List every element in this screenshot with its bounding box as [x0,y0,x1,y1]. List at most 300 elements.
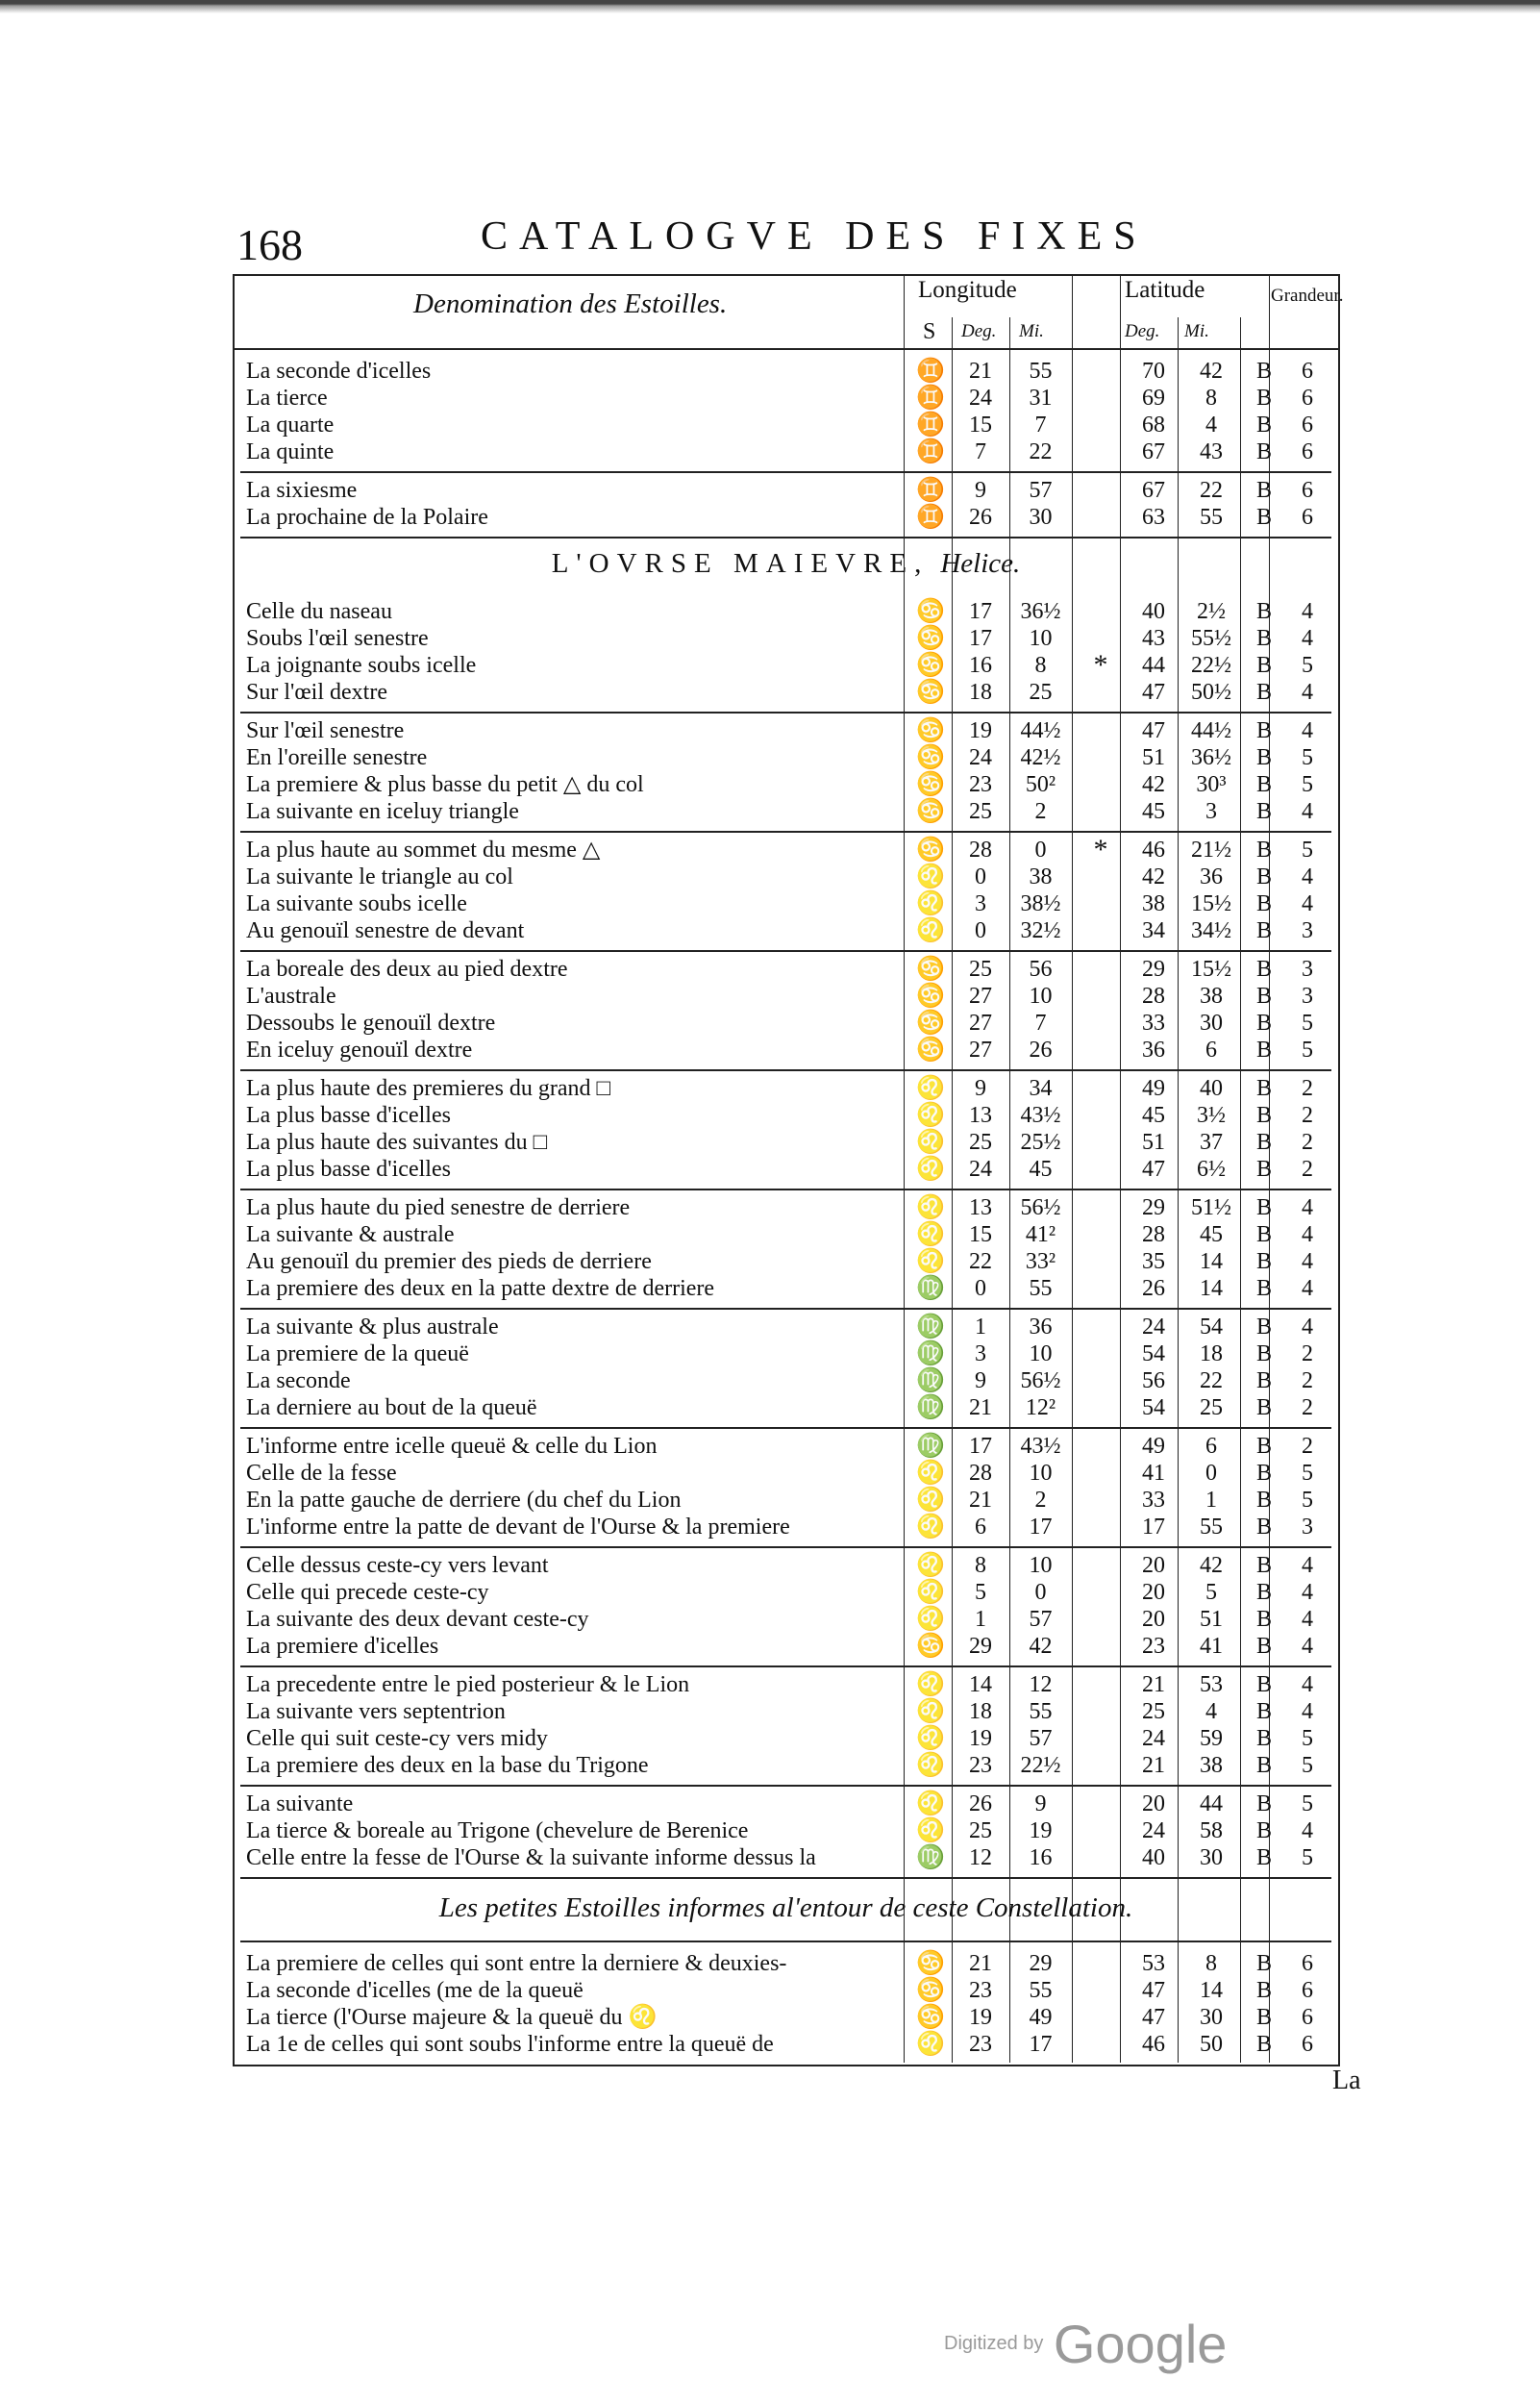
star-td: 21 [1142,1753,1165,1778]
star-ld: 9 [975,478,986,503]
star-tm: 59 [1200,1726,1223,1751]
star-td: 42 [1142,864,1165,889]
star-dir: B [1255,984,1272,1009]
star-tm: 41 [1200,1634,1223,1659]
star-sign: ♊ [916,413,945,438]
star-name: La precedente entre le pied posterieur & le Lion [246,1672,690,1697]
star-name: Celle du naseau [246,599,392,624]
star-sign: ♌ [916,1076,945,1101]
star-mag: 2 [1302,1130,1313,1155]
header-long-deg: Deg. [961,321,997,341]
star-row [240,798,1331,825]
star-mag: 6 [1302,1951,1313,1976]
star-sign: ♋ [916,1038,945,1063]
star-mag: 3 [1302,957,1313,982]
star-tm: 36½ [1191,745,1231,770]
star-name: La plus haute du pied senestre de derriere [246,1195,631,1220]
star-mag: 4 [1302,599,1313,624]
header-bottom-rule [233,348,1338,350]
star-lm: 57 [1029,1607,1053,1632]
watermark-logo: Google [1053,2314,1228,2374]
star-row [240,1275,1331,1302]
star-mag: 4 [1302,626,1313,651]
star-sign: ♌ [916,1130,945,1155]
star-td: 67 [1142,478,1165,503]
star-ld: 21 [969,1488,992,1513]
star-td: 68 [1142,413,1165,438]
star-row [240,771,1331,798]
star-name: La premiere & plus basse du petit △ du col [246,772,644,797]
star-tm: 2½ [1197,599,1226,624]
star-tm: 8 [1205,386,1217,411]
star-dir: B [1255,413,1272,438]
star-ld: 15 [969,413,992,438]
star-sign: ♌ [916,1699,945,1724]
star-dir: B [1255,1634,1272,1659]
star-td: 47 [1142,680,1165,705]
star-row [240,2031,1331,2058]
star-row [240,1725,1331,1752]
star-sign: ♍ [916,1341,945,1366]
star-mag: 4 [1302,680,1313,705]
star-td: 23 [1142,1634,1165,1659]
star-sign: ♍ [916,1368,945,1393]
star-row [240,1606,1331,1633]
star-dir: B [1255,1488,1272,1513]
scan-top-edge [0,0,1540,13]
star-lm: 45 [1029,1157,1053,1182]
star-mag: 5 [1302,1038,1313,1063]
star-mag: 6 [1302,1978,1313,2003]
star-row [240,598,1331,625]
star-mag: 6 [1302,386,1313,411]
star-ld: 21 [969,359,992,384]
star-td: 25 [1142,1699,1165,1724]
group-rule [240,537,1331,538]
star-sign: ♌ [916,1515,945,1540]
star-td: 45 [1142,799,1165,824]
star-tm: 37 [1200,1130,1223,1155]
star-ld: 24 [969,745,992,770]
star-mag: 6 [1302,439,1313,464]
star-lm: 25½ [1020,1130,1061,1155]
star-tm: 55½ [1191,626,1231,651]
header-lat-min: Mi. [1184,321,1209,341]
star-lm: 25 [1029,680,1053,705]
star-ld: 3 [975,1341,986,1366]
header-lat-deg: Deg. [1125,321,1160,341]
star-name: La suivante vers septentrion [246,1699,506,1724]
star-tm: 30 [1200,2005,1223,2030]
star-dir: B [1255,1103,1272,1128]
star-sign: ♌ [916,1461,945,1486]
star-td: 67 [1142,439,1165,464]
star-row [240,412,1331,438]
page-number: 168 [236,220,303,269]
star-td: 24 [1142,1726,1165,1751]
star-name: La boreale des deux au pied dextre [246,957,568,982]
star-dir: B [1255,864,1272,889]
star-row [240,358,1331,385]
star-name: La premiere de celles qui sont entre la derniere & deuxies- [246,1951,787,1976]
header-longitude: Longitude [918,277,1017,303]
star-tm: 34½ [1191,918,1231,943]
star-name: La suivante & australe [246,1222,455,1247]
star-ld: 24 [969,1157,992,1182]
star-ld: 28 [969,1461,992,1486]
star-row [240,1433,1331,1460]
star-sign: ♊ [916,359,945,384]
star-row [240,1514,1331,1540]
star-dir: B [1255,1726,1272,1751]
star-name: Celle de la fesse [246,1461,397,1486]
star-mag: 5 [1302,653,1313,678]
star-ld: 19 [969,2005,992,2030]
star-sign: ♋ [916,957,945,982]
star-row [240,1248,1331,1275]
star-td: 40 [1142,1845,1165,1870]
star-dir: B [1255,745,1272,770]
star-lm: 43½ [1020,1434,1061,1459]
star-mag: 4 [1302,1607,1313,1632]
star-ld: 25 [969,1818,992,1843]
star-lm: 44½ [1020,718,1061,743]
star-tm: 40 [1200,1076,1223,1101]
star-tm: 22 [1200,478,1223,503]
star-name: La suivante & plus australe [246,1315,499,1340]
star-row [240,1221,1331,1248]
star-tm: 0 [1205,1461,1217,1486]
star-mag: 4 [1302,1818,1313,1843]
section-subtitle: Les petites Estoilles informes al'entour de ceste Constellation. [438,1892,1133,1923]
star-dir: B [1255,1753,1272,1778]
star-td: 24 [1142,1818,1165,1843]
star-ld: 13 [969,1103,992,1128]
group-rule [240,831,1331,833]
star-lm: 42½ [1020,745,1061,770]
header-grandeur: Grandeur. [1271,286,1344,306]
star-ld: 23 [969,772,992,797]
star-tm: 4 [1205,413,1217,438]
star-dir: B [1255,1553,1272,1578]
star-name: La plus haute au sommet du mesme △ [246,838,601,863]
star-sign: ♌ [916,1753,945,1778]
star-row [240,717,1331,744]
star-tm: 55 [1200,1515,1223,1540]
star-dir: B [1255,918,1272,943]
star-sign: ♌ [916,1249,945,1274]
star-lm: 12² [1025,1395,1056,1420]
star-td: 20 [1142,1580,1165,1605]
star-td: 46 [1142,2032,1165,2057]
star-dir: B [1255,772,1272,797]
star-mag: 2 [1302,1157,1313,1182]
star-lm: 2 [1034,799,1047,824]
star-name: La sixiesme [246,478,358,503]
star-tm: 30 [1200,1011,1223,1036]
star-lm: 0 [1034,838,1047,863]
star-ld: 9 [975,1368,986,1393]
star-dir: B [1255,1978,1272,2003]
star-dir: B [1255,1341,1272,1366]
star-row [240,1129,1331,1156]
star-sign: ♋ [916,745,945,770]
constellation-title-main: L'OVRSE MAIEVRE, [551,548,930,579]
star-td: 47 [1142,1157,1165,1182]
star-name: La suivante soubs icelle [246,891,467,916]
star-dir: B [1255,1368,1272,1393]
constellation-title-italic: Helice. [940,548,1021,579]
star-mag: 4 [1302,864,1313,889]
group-rule [240,1546,1331,1548]
star-mag: 2 [1302,1103,1313,1128]
star-sign: ♌ [916,2032,945,2057]
star-tm: 14 [1200,1276,1223,1301]
star-ld: 24 [969,386,992,411]
star-td: 20 [1142,1607,1165,1632]
star-ld: 0 [975,1276,986,1301]
star-row [240,744,1331,771]
star-ld: 22 [969,1249,992,1274]
star-dir: B [1255,505,1272,530]
star-ld: 14 [969,1672,992,1697]
star-ld: 25 [969,1130,992,1155]
star-dir: B [1255,1011,1272,1036]
star-tm: 3 [1205,799,1217,824]
star-tm: 36 [1200,864,1223,889]
star-name: La tierce (l'Ourse majeure & la queuë du ♌ [246,2005,658,2030]
star-lm: 22½ [1020,1753,1061,1778]
star-name: Soubs l'œil senestre [246,626,429,651]
star-td: 70 [1142,359,1165,384]
star-lm: 17 [1029,2032,1053,2057]
star-name: L'australe [246,984,336,1009]
star-name: La plus haute des premieres du grand □ [246,1076,611,1101]
star-tm: 18 [1200,1341,1223,1366]
star-tm: 15½ [1191,957,1231,982]
star-row [240,1633,1331,1660]
star-sign: ♌ [916,1607,945,1632]
star-row [240,1394,1331,1421]
star-row [240,1340,1331,1367]
star-name: La tierce & boreale au Trigone (chevelure de Berenice [246,1818,749,1843]
star-sign: ♌ [916,1791,945,1816]
star-row [240,1367,1331,1394]
star-dir: B [1255,1195,1272,1220]
star-ld: 7 [975,439,986,464]
star-name: Sur l'œil dextre [246,680,387,705]
star-sign: ♋ [916,838,945,863]
star-sign: ♋ [916,984,945,1009]
star-tm: 42 [1200,1553,1223,1578]
star-row [240,956,1331,983]
star-dir: B [1255,799,1272,824]
star-name: La tierce [246,386,328,411]
star-tm: 8 [1205,1951,1217,1976]
star-name: La premiere des deux en la base du Trigone [246,1753,649,1778]
star-lm: 41² [1025,1222,1056,1247]
star-dir: B [1255,1395,1272,1420]
star-sign: ♊ [916,386,945,411]
star-name: La plus haute des suivantes du □ [246,1130,548,1155]
star-row [240,477,1331,504]
star-mag: 4 [1302,1634,1313,1659]
star-td: 49 [1142,1434,1165,1459]
star-mag: 4 [1302,799,1313,824]
star-sign: ♍ [916,1434,945,1459]
star-mag: 2 [1302,1395,1313,1420]
star-sign: ♋ [916,653,945,678]
star-lm: 56½ [1020,1195,1061,1220]
star-row [240,679,1331,706]
star-ld: 23 [969,1753,992,1778]
header-latitude: Latitude [1125,277,1205,303]
star-td: 28 [1142,1222,1165,1247]
star-name: La suivante en iceluy triangle [246,799,519,824]
star-lm: 9 [1034,1791,1047,1816]
star-ld: 1 [975,1607,986,1632]
star-ld: 27 [969,984,992,1009]
star-tm: 30³ [1196,772,1227,797]
star-dir: B [1255,1249,1272,1274]
star-name: Dessoubs le genouïl dextre [246,1011,496,1036]
star-row [240,385,1331,412]
star-dir: B [1255,1076,1272,1101]
star-row [240,1010,1331,1037]
star-tm: 38 [1200,1753,1223,1778]
star-td: 56 [1142,1368,1165,1393]
star-dir: B [1255,2005,1272,2030]
star-lm: 12 [1029,1672,1053,1697]
star-mag: 4 [1302,1249,1313,1274]
star-lm: 10 [1029,1553,1053,1578]
star-mag: 4 [1302,718,1313,743]
star-dir: B [1255,653,1272,678]
star-ld: 16 [969,653,992,678]
star-td: 69 [1142,386,1165,411]
star-dir: B [1255,1791,1272,1816]
star-ld: 18 [969,680,992,705]
star-td: 54 [1142,1395,1165,1420]
star-lm: 26 [1029,1038,1053,1063]
star-sign: ♍ [916,1845,945,1870]
star-lm: 56 [1029,957,1053,982]
star-ld: 25 [969,957,992,982]
star-dir: B [1255,1580,1272,1605]
star-lm: 17 [1029,1515,1053,1540]
star-name: En l'oreille senestre [246,745,428,770]
star-mag: 5 [1302,838,1313,863]
group-rule [240,1427,1331,1429]
star-name: La derniere au bout de la queuë [246,1395,537,1420]
star-dir: B [1255,891,1272,916]
table-top-rule [233,274,1338,276]
star-name: La seconde [246,1368,351,1393]
star-mag: 5 [1302,1753,1313,1778]
star-name: L'informe entre icelle queuë & celle du Lion [246,1434,658,1459]
star-lm: 10 [1029,984,1053,1009]
star-tm: 6 [1205,1434,1217,1459]
star-row [240,917,1331,944]
star-sign: ♌ [916,864,945,889]
star-row [240,504,1331,531]
star-ld: 5 [975,1580,986,1605]
catchword: La [1332,2066,1361,2095]
star-lm: 36½ [1020,599,1061,624]
star-td: 20 [1142,1553,1165,1578]
star-mag: 3 [1302,984,1313,1009]
star-td: 34 [1142,918,1165,943]
star-ld: 19 [969,718,992,743]
star-td: 49 [1142,1076,1165,1101]
star-dir: B [1255,838,1272,863]
star-td: 29 [1142,1195,1165,1220]
star-tm: 5 [1205,1580,1217,1605]
group-rule [240,1665,1331,1667]
star-sign: ♋ [916,1011,945,1036]
star-mag: 6 [1302,505,1313,530]
star-dir: B [1255,1276,1272,1301]
group-rule [240,1877,1331,1879]
star-name: La seconde d'icelles [246,359,432,384]
star-mag: 5 [1302,1461,1313,1486]
star-td: 47 [1142,718,1165,743]
star-dir: B [1255,1461,1272,1486]
star-row [240,864,1331,890]
star-name: La quarte [246,413,335,438]
star-lm: 38½ [1020,891,1061,916]
star-ld: 23 [969,1978,992,2003]
star-lm: 7 [1034,413,1047,438]
star-tm: 44 [1200,1791,1223,1816]
star-name: Celle entre la fesse de l'Ourse & la suivante informe dessus la [246,1845,816,1870]
star-lm: 43½ [1020,1103,1061,1128]
star-row [240,1671,1331,1698]
star-dir: B [1255,1515,1272,1540]
star-dir: B [1255,1130,1272,1155]
star-lm: 55 [1029,1978,1053,2003]
star-name: Au genouïl senestre de devant [246,918,525,943]
star-mag: 2 [1302,1076,1313,1101]
star-lm: 34 [1029,1076,1053,1101]
star-lm: 10 [1029,1341,1053,1366]
star-td: 26 [1142,1276,1165,1301]
star-td: 63 [1142,505,1165,530]
star-td: 35 [1142,1249,1165,1274]
star-mag: 2 [1302,1434,1313,1459]
star-mag: 5 [1302,745,1313,770]
star-lm: 29 [1029,1951,1053,1976]
star-dir: B [1255,439,1272,464]
star-tm: 45 [1200,1222,1223,1247]
star-name: La suivante [246,1791,354,1816]
star-sign: ♌ [916,918,945,943]
star-lm: 55 [1029,359,1053,384]
star-td: 43 [1142,626,1165,651]
star-sign: ♌ [916,1580,945,1605]
star-name: La prochaine de la Polaire [246,505,488,530]
star-lm: 19 [1029,1818,1053,1843]
star-td: 21 [1142,1672,1165,1697]
star-sign: ♋ [916,599,945,624]
star-mk: * [1093,649,1108,681]
star-mag: 4 [1302,1195,1313,1220]
star-dir: B [1255,1607,1272,1632]
star-tm: 22 [1200,1368,1223,1393]
star-ld: 6 [975,1515,986,1540]
star-lm: 55 [1029,1699,1053,1724]
star-lm: 32½ [1020,918,1061,943]
